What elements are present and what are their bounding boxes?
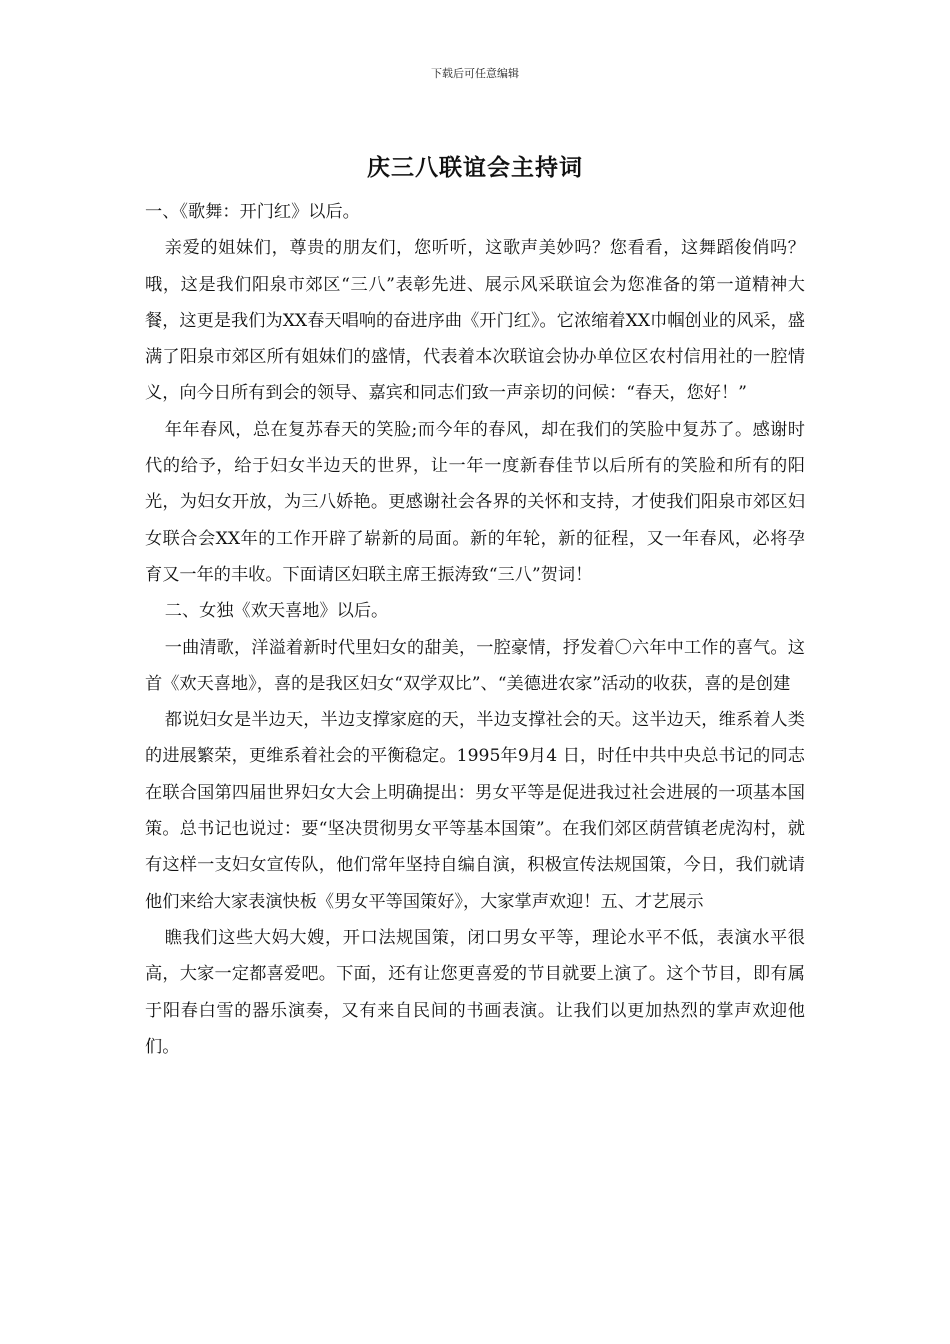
- header-note: 下载后可任意编辑: [431, 67, 519, 80]
- paragraph-2: 年年春风，总在复苏春天的笑脸;而今年的春风，却在我们的笑脸中复苏了。感谢时代的给予，给于妇女半边天的世界，让一年一度新春佳节以后所有的笑脸和所有的阳光，为妇女开放，为三八娇艳。更感谢社会各界的关怀和支持，才使我们阳泉市郊区妇女联合会XX年的工作开辟了崭新的局面。新的年轮，新的征程，又一年春风，必将孕育又一年的丰收。下面请区妇联主席王振涛致“三八”贺词！: [145, 419, 805, 585]
- paragraph-5: 瞧我们这些大妈大嫂，开口法规国策，闭口男女平等，理论水平不低，表演水平很高，大家一定都喜爱吧。下面，还有让您更喜爱的节目就要上演了。这个节目，即有属于阳春白雪的器乐演奏，又有来自民间的书画表演。让我们以更加热烈的掌声欢迎他们。: [145, 927, 805, 1057]
- document-body: [145, 194, 805, 1065]
- section-1-heading: 一、《歌舞：开门红》以后。: [145, 202, 360, 222]
- document-title: 庆三八联谊会主持词: [367, 154, 583, 181]
- section-2-heading: 二、女独《欢天喜地》以后。: [164, 601, 389, 622]
- paragraph-3: 一曲清歌，洋溢着新时代里妇女的甜美，一腔豪情，抒发着〇六年中工作的喜气。这首《欢天喜地》，喜的是我区妇女“双学双比”、“美德进农家”活动的收获，喜的是创建: [145, 637, 805, 694]
- paragraph-1: 亲爱的姐妹们，尊贵的朋友们，您听听，这歌声美妙吗？您看看，这舞蹈俊俏吗？哦，这是我们阳泉市郊区“三八”表彰先进、展示风采联谊会为您准备的第一道精神大餐，这更是我们为XX春天唱响的奋进序曲《开门红》。它浓缩着XX巾帼创业的风采，盛满了阳泉市郊区所有姐妹们的盛情，代表着本次联谊会协办单位区农村信用社的一腔情义，向今日所有到会的领导、嘉宾和同志们致一声亲切的问候：“春天，您好！”: [145, 238, 805, 404]
- paragraph-4: 都说妇女是半边天，半边支撑家庭的天，半边支撑社会的天。这半边天，维系着人类的进展繁荣，更维系着社会的平衡稳定。1995年9月4 日，时任中共中央总书记的同志在联合国第四届世界妇女大会上明确提出：男女平等是促进我过社会进展的一项基本国策。总书记也说过：要“坚决贯彻男女平等基本国策”。在我们郊区荫营镇老虎沟村，就有这样一支妇女宣传队，他们常年坚持自编自演，积极宣传法规国策，今日，我们就请他们来给大家表演快板《男女平等国策好》，大家掌声欢迎！五、才艺展示: [145, 710, 805, 912]
